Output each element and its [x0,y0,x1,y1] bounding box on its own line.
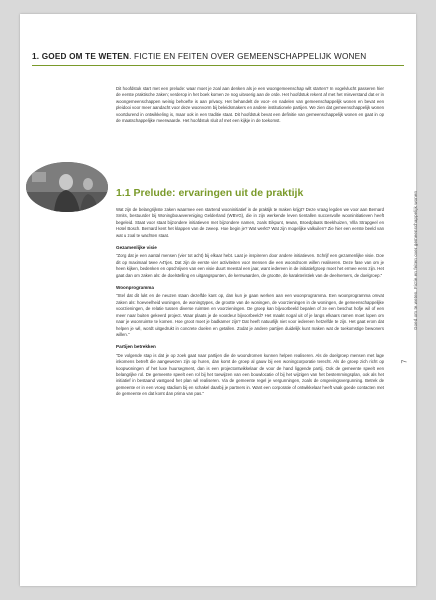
subhead-woonprogramma: Woonprogramma [116,285,154,291]
running-side-title [406,190,418,330]
paragraph-gezamenlijke-visie: "Zorg dat je een aantal mensen (vier tot acht) bij elkaar hebt. Laat je inspireren door andere initiatieven. Schrijf een gezamenlijke visie. Doe dit op maximaal twee A4'tjes. Dat zijn de eerste vier activiteiten voor mensen die een woondroom willen realiseren. Deze fase van om je heen kijken, bedenken en opschrijven van een visie duurt meestal een jaar, want iedereen in de initiatiefgroep moet het ermee eens zijn. Het gaat dan om zaken als: de doelstelling en uitgangspunten, de kernwaarden, de grootte, de karakteristiek van de deelnemers, de doelgroep." [116,253,384,278]
document-page [20,14,416,586]
oval-photo [26,162,108,212]
paragraph-woonprogramma: "Stel dat dit lukt en de neuzen staan dezelfde kant op, dan kun je gaan werken aan een woonprogramma. Een woonprogramma omvat zaken als: hoeveelheid woningen, de woningtypes, de grootte van de woningen, de voorzieningen in de woningen, de gemeenschappelijke voorzieningen, de relatie tussen diverse ruimten en voorzieningen. De groep kan bijvoorbeeld bepalen of ze een beschut hofje wil of een meer naar buiten gekeerd project. Waar plaats je de voordeur bijvoorbeeld? Het maakt nogal uit of je langs elkaars ramen moet lopen om naar je woonruimte te komen. Hoe groot moet je badkamer zijn? Dat heeft natuurlijk niet voor iedereen hetzelfde te zijn. Het gaat erom dat helpen je wil, wordt uitgedrukt in concrete doelen en getallen. Zodat je andere partijen duidelijk kunt maken wat de toekomstige bewoners willen." [116,293,384,337]
section-title: 1.1 Prelude: ervaringen uit de praktijk [116,187,304,199]
intro-column [116,86,384,128]
intro-paragraph: Dit hoofdstuk start met een prelude: waar moet je zoal aan denken als je een woongemeenschap wilt starten? In vogelvlucht passeren hier de eerste praktische zaken; verderop in het boek komen ze nog uitvoerig aan de orde. Het hoofdstuk rekent af met het misverstand dat er in woongemeenschappen weinig behoefte is aan privacy. Het behandelt de voor- en nadelen van gemeenschappelijk wonen en bevat een pleidooi voor meer aandacht voor deze woonvorm bij beleidsmakers en andere institutionele partijen. We zien dat gemeenschappelijk wonen voortdurend in ontwikkeling is, maar ook in een traditie staat. Dit hoofdstuk bevat een definitie van gemeenschappelijk wonen en gaat in op de maatschappelijke meerwaarde. Het hoofdstuk sluit af met een kijkje in de toekomst. [116,86,384,124]
chapter-title-bold: GOED OM TE WETEN [41,52,130,61]
section-lead: Wat zijn de belangrijkste zaken waarmee een startend wooninitiatief in de praktijk te maken krijgt? Deze vraag legden we voor aan Bernard Smits, bestuurder bij Woningbouwvereniging Gelderland (WBVG), die in zijn werkende leven tientallen succesvolle wooninitiatieven heeft begeleid. Staat voor staat bijzondere initiatieven met bijzondere namen, zoals Eikpunt, Iewan, Broedplaats Beekhuizen, Villa Strapgeel en Hotel Bosch. Bernard kent het klappen van de zweep. Hoe begin je? Wat werkt? Wat zijn mogelijke valkuilen? Zie hier een eerste beeld van wat u zoal te wachten staat. [116,207,384,238]
paragraph-partijen-betrekken: "De volgende stap is dat je op zoek gaat naar partijen die de woondromen kunnen helpen realiseren. Als de doelgroep mensen met lage inkomens betreft die aangewezen zijn op huren, dan komt de groep al gauw bij een woningcorporatie terecht. Als de groep zich richt op koopwoningen of het luxe huursegment, dan is een projectontwikkelaar de voor de hand liggende partij. Ook de gemeente speelt een belangrijke rol. De gemeente speelt een rol bij het toewijzen van een bouwlocatie of bij het wijzigen van het bestemmingsplan, ook als het initiatief in bestaand vastgoed het plan wil realiseren. Via de gemeente regel je vergunningen, zoals de omgevingsvergunning. Betrek de gemeente er in een vroeg stadium bij en schakel daarbij je partners in. Want een corporatie of ontwikkelaar heeft vaak goede contacten met de gemeente en dat komt dan prima van pas." [116,352,384,397]
chapter-number: 1. [32,52,40,61]
subhead-partijen-betrekken: Partijen betrekken [116,344,156,350]
section-body [116,207,384,402]
page-number: 7 [401,359,409,364]
side-title-text: Goed om te weten. Fictie en feiten over gemeenschappelijk wonen [413,190,418,330]
chapter-header [32,52,404,66]
photo-illustration [26,162,108,212]
chapter-title-rest: . FICTIE EN FEITEN OVER GEMEENSCHAPPELIJK WONEN [129,52,367,61]
subhead-gezamenlijke-visie: Gezamenlijke visie [116,245,157,251]
